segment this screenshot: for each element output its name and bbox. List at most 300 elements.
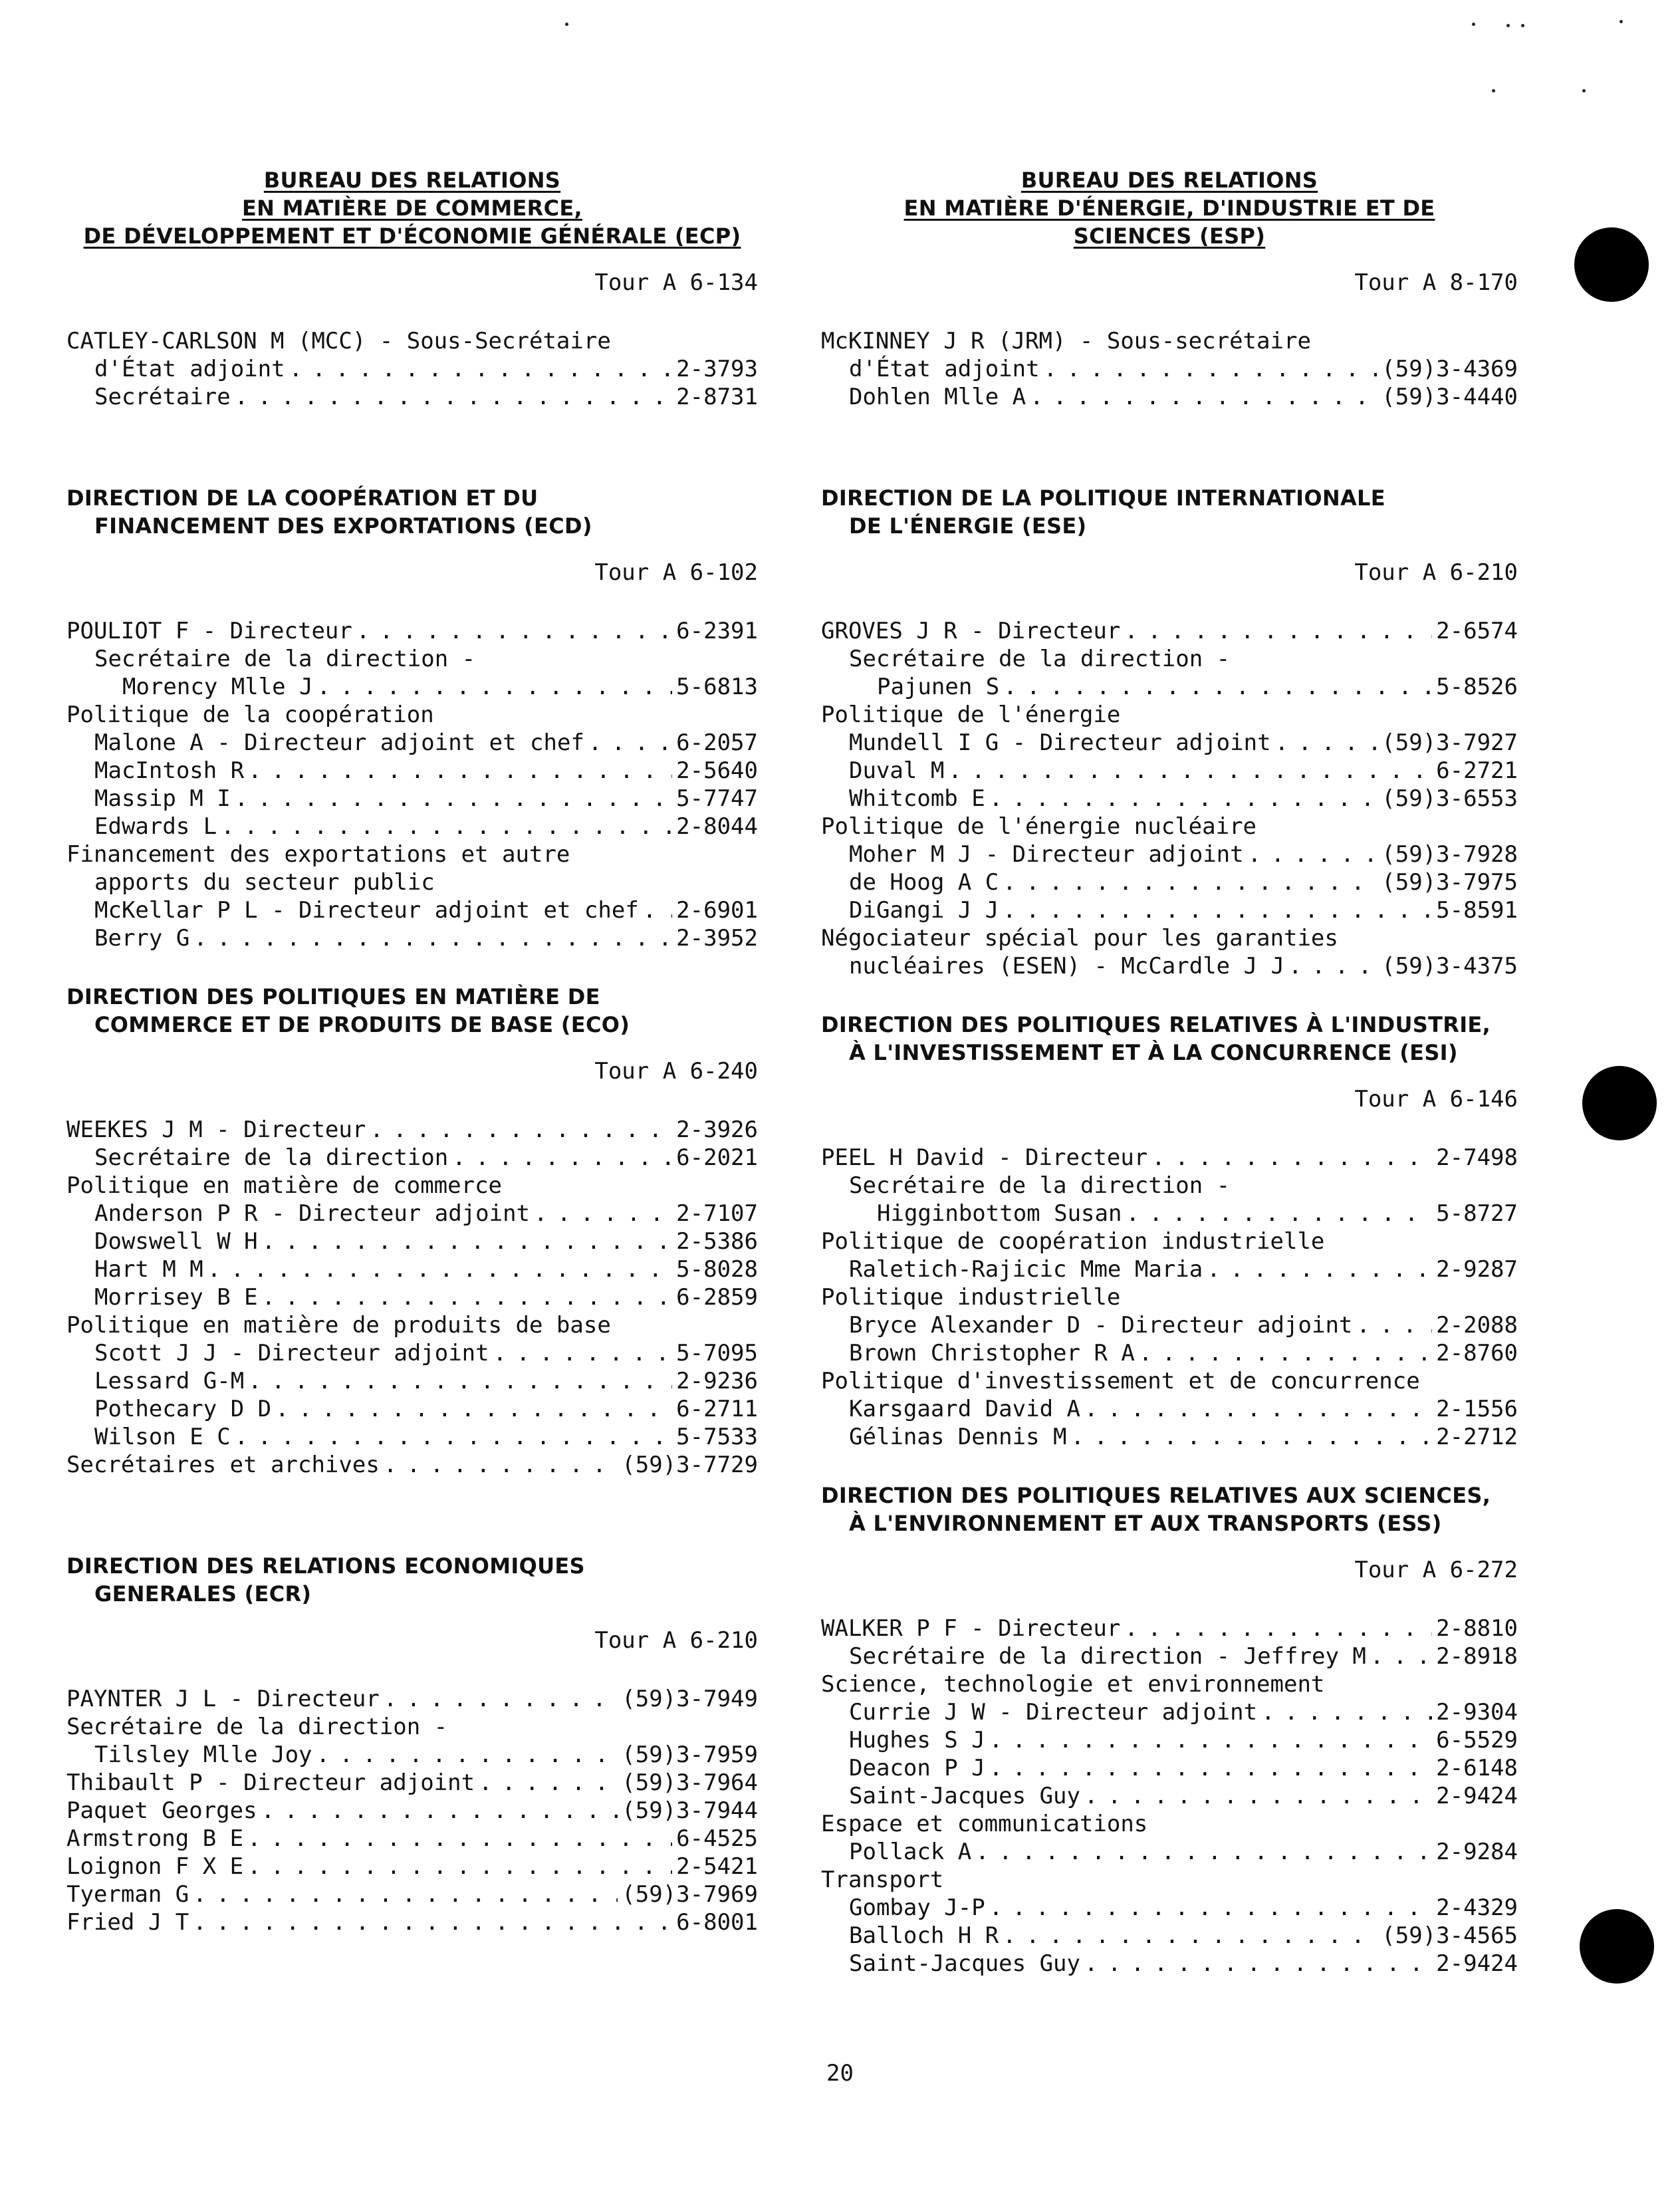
section-heading-ecr	[66, 1552, 758, 1608]
entry-phone: (59)3-7729	[622, 1452, 758, 1478]
entry-name: de Hoog A C	[849, 869, 999, 896]
entry-phone: 6-2721	[1436, 757, 1518, 784]
directory-entry	[66, 757, 758, 785]
dot-leader	[989, 1894, 1432, 1922]
entry-phone: 2-5386	[676, 1228, 758, 1255]
section-heading-eco	[66, 983, 758, 1039]
entry-phone: 5-6813	[676, 674, 758, 700]
entry-name: Fried J T	[66, 1909, 189, 1936]
entry-name: Bryce Alexander D - Directeur adjoint	[849, 1312, 1353, 1339]
dot-leader	[1003, 896, 1432, 924]
entry-name: Thibault P - Directeur adjoint	[66, 1769, 475, 1796]
dot-leader	[370, 1116, 672, 1144]
dot-leader	[1084, 1950, 1432, 1978]
entry-name: Lessard G-M	[94, 1368, 245, 1394]
directory-entry	[66, 729, 758, 757]
entry-phone: (59)3-4375	[1381, 953, 1518, 979]
entry-name: Raletich-Rajicic Mme Maria	[849, 1256, 1203, 1283]
entry-name: d'État adjoint	[849, 356, 1040, 382]
entry-subheading: Secrétaire de la direction -	[94, 646, 476, 672]
entry-name: Duval M	[849, 757, 945, 784]
entry-name: Secrétaire de la direction	[94, 1144, 449, 1171]
scan-speck	[1492, 89, 1495, 92]
section-heading-line: FINANCEMENT DES EXPORTATIONS (ECD)	[94, 513, 592, 539]
directory-entry	[66, 673, 758, 701]
entry-name: Gombay J-P	[849, 1894, 985, 1921]
section-heading-line: DE L'ÉNERGIE (ESE)	[849, 513, 1087, 539]
entry-subheading: apports du secteur public	[94, 869, 435, 896]
dot-leader	[1030, 383, 1378, 411]
section-tour-esi: Tour A 6-146	[1354, 1086, 1518, 1112]
left-bureau-title-line: EN MATIÈRE DE COMMERCE,	[242, 195, 582, 221]
entry-name: Secrétaires et archives	[66, 1452, 380, 1478]
entry-name: GROVES J R - Directeur	[821, 618, 1121, 644]
directory-entry	[821, 1894, 1518, 1922]
left-bureau-title-line: DE DÉVELOPPEMENT ET D'ÉCONOMIE GÉNÉRALE (ECP)	[83, 223, 741, 249]
section-heading-line: DIRECTION DES POLITIQUES EN MATIÈRE DE	[66, 984, 600, 1009]
entry-phone: 2-3926	[676, 1116, 758, 1143]
directory-entry	[821, 1395, 1518, 1423]
dot-leader	[262, 1283, 673, 1311]
entry-phone: (59)3-7964	[622, 1769, 758, 1796]
section-list-eco	[66, 1116, 758, 1479]
entry-subheading: Espace et communications	[821, 1811, 1148, 1837]
entry-phone: 5-8727	[1436, 1200, 1518, 1227]
entry-phone: 2-4329	[1436, 1894, 1518, 1921]
dot-leader	[1044, 355, 1378, 383]
entry-phone: (59)3-6553	[1381, 785, 1518, 812]
entry-name: Gélinas Dennis M	[849, 1424, 1067, 1450]
entry-name: Secrétaire	[94, 384, 231, 410]
dot-leader	[1124, 617, 1432, 645]
dot-leader	[1124, 1615, 1432, 1642]
entry-phone: 2-9424	[1436, 1783, 1518, 1809]
directory-entry	[66, 1339, 758, 1367]
dot-leader	[384, 1685, 618, 1713]
entry-phone: 2-3952	[676, 925, 758, 952]
entry-name: Currie J W - Directeur adjoint	[849, 1699, 1258, 1726]
section-heading-line: DIRECTION DES POLITIQUES RELATIVES À L'INDUSTRIE,	[821, 1012, 1491, 1037]
directory-entry	[821, 1782, 1518, 1810]
dot-leader	[588, 729, 672, 757]
punch-hole-bottom	[1580, 1909, 1654, 1984]
entry-phone: 5-7747	[676, 785, 758, 812]
directory-entry	[821, 1838, 1518, 1866]
entry-name: Karsgaard David A	[849, 1396, 1080, 1422]
dot-leader	[1275, 729, 1378, 757]
entry-phone: 6-4525	[676, 1825, 758, 1852]
directory-entry	[66, 1283, 758, 1311]
entry-phone: 2-2088	[1436, 1312, 1518, 1339]
section-tour-ecr: Tour A 6-210	[594, 1627, 758, 1654]
scan-speck	[1620, 20, 1623, 23]
page-number: 20	[826, 2060, 854, 2087]
entry-phone: (59)3-7944	[622, 1797, 758, 1824]
scan-speck	[1506, 24, 1510, 27]
entry-name: Brown Christopher R A	[849, 1340, 1135, 1366]
entry-subheading: Politique de coopération industrielle	[821, 1228, 1325, 1255]
entry-name: Scott J J - Directeur adjoint	[94, 1340, 489, 1366]
entry-name: Whitcomb E	[849, 785, 985, 812]
directory-entry	[821, 952, 1518, 980]
dot-leader	[261, 1797, 618, 1825]
entry-name: Hughes S J	[849, 1727, 985, 1753]
entry-subheading: Politique de l'énergie	[821, 702, 1121, 728]
entry-subheading: Politique en matière de commerce	[66, 1172, 503, 1199]
entry-phone: 5-7533	[676, 1424, 758, 1450]
entry-phone: 2-6574	[1436, 618, 1518, 644]
dot-leader	[235, 1423, 672, 1451]
entry-name: PEEL H David - Directeur	[821, 1144, 1148, 1171]
directory-entry	[821, 1311, 1518, 1339]
dot-leader	[989, 785, 1378, 813]
dot-leader	[534, 1200, 672, 1228]
entry-subheading: Transport	[821, 1867, 944, 1893]
entry-phone: (59)3-7959	[622, 1742, 758, 1768]
directory-entry	[821, 1698, 1518, 1726]
directory-entry	[66, 1395, 758, 1423]
entry-phone: 2-6901	[676, 897, 758, 924]
entry-phone: 5-8591	[1436, 897, 1518, 924]
section-heading-line: À L'INVESTISSEMENT ET À LA CONCURRENCE (ESI)	[849, 1040, 1458, 1065]
directory-entry	[821, 383, 1518, 411]
directory-entry	[66, 896, 758, 924]
entry-name: Higginbottom Susan	[877, 1200, 1122, 1227]
dot-leader	[221, 813, 672, 841]
left-head-list	[66, 327, 758, 411]
entry-name: Malone A - Directeur adjoint et chef	[94, 729, 584, 756]
directory-entry	[66, 1423, 758, 1451]
entry-phone: 2-8918	[1436, 1643, 1518, 1670]
dot-leader	[948, 757, 1432, 785]
directory-entry	[821, 1950, 1518, 1978]
entry-subheading: CATLEY-CARLSON M (MCC) - Sous-Secrétaire	[66, 328, 611, 354]
entry-phone: 2-9284	[1436, 1839, 1518, 1865]
dot-leader	[1139, 1339, 1432, 1367]
directory-entry	[821, 355, 1518, 383]
directory-entry	[66, 924, 758, 952]
entry-phone: (59)3-4369	[1381, 356, 1518, 382]
entry-phone: 6-2391	[676, 618, 758, 644]
entry-name: Tyerman G	[66, 1881, 189, 1908]
entry-name: McKellar P L - Directeur adjoint et chef	[94, 897, 639, 924]
directory-entry	[821, 1642, 1518, 1670]
entry-name: Saint-Jacques Guy	[849, 1783, 1080, 1809]
entry-subheading: Financement des exportations et autre	[66, 841, 570, 868]
dot-leader	[1003, 1922, 1378, 1950]
section-heading-line: DIRECTION DE LA POLITIQUE INTERNATIONALE	[821, 485, 1385, 511]
dot-leader	[248, 757, 672, 785]
dot-leader	[989, 1726, 1432, 1754]
entry-subheading: Politique d'investissement et de concurrence	[821, 1368, 1420, 1394]
dot-leader	[193, 1908, 672, 1936]
entry-subheading: Politique de l'énergie nucléaire	[821, 813, 1257, 840]
entry-phone: 6-8001	[676, 1909, 758, 1936]
directory-entry	[66, 1741, 758, 1769]
right-bureau-title-line: SCIENCES (ESP)	[1073, 223, 1266, 249]
dot-leader	[384, 1451, 618, 1479]
dot-leader	[643, 896, 672, 924]
directory-entry	[821, 1144, 1518, 1172]
dot-leader	[207, 1255, 672, 1283]
entry-phone: 2-7107	[676, 1200, 758, 1227]
entry-phone: 6-2711	[676, 1396, 758, 1422]
entry-phone: 2-5640	[676, 757, 758, 784]
section-heading-ese	[821, 484, 1518, 540]
section-heading-ess	[821, 1482, 1518, 1537]
entry-phone: 2-9236	[676, 1368, 758, 1394]
dot-leader	[989, 1754, 1432, 1782]
right-bureau-title-line: EN MATIÈRE D'ÉNERGIE, D'INDUSTRIE ET DE	[903, 195, 1435, 221]
left-bureau-title-line: BUREAU DES RELATIONS	[263, 168, 561, 193]
dot-leader	[247, 1825, 672, 1853]
section-heading-line: DIRECTION DES RELATIONS ECONOMIQUES	[66, 1553, 585, 1579]
entry-phone: 5-8526	[1436, 674, 1518, 700]
directory-entry	[66, 1255, 758, 1283]
section-list-ess	[821, 1615, 1518, 1978]
dot-leader	[1207, 1255, 1432, 1283]
directory-entry	[66, 1908, 758, 1936]
dot-leader	[248, 1367, 672, 1395]
entry-name: Berry G	[94, 925, 190, 952]
entry-name: Paquet Georges	[66, 1797, 257, 1824]
directory-entry	[66, 1367, 758, 1395]
dot-leader	[193, 1880, 618, 1908]
section-heading-line: À L'ENVIRONNEMENT ET AUX TRANSPORTS (ESS)	[849, 1511, 1442, 1536]
entry-name: Pollack A	[849, 1839, 972, 1865]
dot-leader	[275, 1395, 672, 1423]
entry-name: Loignon F X E	[66, 1853, 244, 1880]
directory-entry	[821, 673, 1518, 701]
dot-leader	[1261, 1698, 1432, 1726]
entry-name: nucléaires (ESEN) - McCardle J J	[849, 953, 1285, 979]
right-bureau-title	[821, 166, 1518, 250]
directory-entry	[66, 813, 758, 841]
entry-name: MacIntosh R	[94, 757, 245, 784]
entry-subheading: Science, technologie et environnement	[821, 1671, 1325, 1698]
entry-name: Tilsley Mlle Joy	[94, 1742, 312, 1768]
directory-entry	[66, 1451, 758, 1479]
entry-phone: 2-8731	[676, 384, 758, 410]
entry-name: Morrisey B E	[94, 1284, 258, 1311]
dot-leader	[479, 1769, 618, 1797]
entry-phone: 2-2712	[1436, 1424, 1518, 1450]
right-head-list	[821, 327, 1518, 411]
directory-entry	[821, 1754, 1518, 1782]
right-column	[821, 166, 1518, 1978]
directory-entry	[66, 355, 758, 383]
directory-entry	[66, 1797, 758, 1825]
directory-entry	[821, 1200, 1518, 1228]
entry-subheading: Secrétaire de la direction -	[849, 1172, 1231, 1199]
right-bureau-tour: Tour A 8-170	[1354, 269, 1518, 296]
dot-leader	[1370, 1642, 1432, 1670]
entry-phone: 2-7498	[1436, 1144, 1518, 1171]
entry-subheading: Politique industrielle	[821, 1284, 1121, 1311]
directory-entry	[66, 1685, 758, 1713]
directory-entry	[66, 1200, 758, 1228]
directory-entry	[821, 896, 1518, 924]
entry-phone: (59)3-7949	[622, 1686, 758, 1712]
directory-entry	[821, 1922, 1518, 1950]
dot-leader	[356, 617, 672, 645]
entry-phone: 2-3793	[676, 356, 758, 382]
entry-name: Wilson E C	[94, 1424, 231, 1450]
entry-phone: 6-2057	[676, 729, 758, 756]
scan-speck	[1521, 24, 1524, 27]
entry-name: Massip M I	[94, 785, 231, 812]
entry-phone: (59)3-7969	[622, 1881, 758, 1908]
directory-entry	[821, 785, 1518, 813]
dot-leader	[1084, 1395, 1432, 1423]
entry-phone: 2-9424	[1436, 1950, 1518, 1977]
dot-leader	[317, 673, 673, 701]
entry-name: Dohlen Mlle A	[849, 384, 1026, 410]
right-bureau-title-line: BUREAU DES RELATIONS	[1020, 168, 1318, 193]
left-bureau-title	[66, 166, 758, 250]
entry-name: DiGangi J J	[849, 897, 999, 924]
section-heading-esi	[821, 1011, 1518, 1067]
directory-entry	[66, 1116, 758, 1144]
directory-entry	[66, 1853, 758, 1880]
directory-entry	[821, 1339, 1518, 1367]
directory-entry	[66, 785, 758, 813]
directory-entry	[821, 617, 1518, 645]
entry-phone: (59)3-7928	[1381, 841, 1518, 868]
directory-entry	[821, 868, 1518, 896]
dot-leader	[1288, 952, 1378, 980]
dot-leader	[247, 1853, 672, 1880]
entry-name: Secrétaire de la direction - Jeffrey M	[849, 1643, 1366, 1670]
entry-subheading: Secrétaire de la direction -	[849, 646, 1231, 672]
dot-leader	[1071, 1423, 1433, 1451]
punch-hole-middle	[1582, 1066, 1657, 1140]
scan-speck	[1472, 23, 1475, 26]
section-tour-ese: Tour A 6-210	[1354, 559, 1518, 586]
entry-phone: (59)3-7927	[1381, 729, 1518, 756]
section-heading-line: GENERALES (ECR)	[94, 1581, 312, 1607]
entry-phone: (59)3-4565	[1381, 1922, 1518, 1949]
entry-phone: 2-5421	[676, 1853, 758, 1880]
entry-phone: 2-9304	[1436, 1699, 1518, 1726]
entry-name: Dowswell W H	[94, 1228, 258, 1255]
section-tour-eco: Tour A 6-240	[594, 1058, 758, 1085]
directory-entry	[821, 841, 1518, 868]
dot-leader	[1126, 1200, 1432, 1228]
entry-name: d'État adjoint	[94, 356, 285, 382]
dot-leader	[1003, 868, 1378, 896]
entry-name: Anderson P R - Directeur adjoint	[94, 1200, 531, 1227]
entry-name: Moher M J - Directeur adjoint	[849, 841, 1244, 868]
directory-entry	[66, 1144, 758, 1172]
left-column	[66, 166, 758, 1936]
entry-subheading: Négociateur spécial pour les garanties	[821, 925, 1338, 952]
entry-name: Edwards L	[94, 813, 217, 840]
entry-name: Pajunen S	[877, 674, 1000, 700]
dot-leader	[1248, 841, 1378, 868]
entry-subheading: McKINNEY J R (JRM) - Sous-secrétaire	[821, 328, 1311, 354]
entry-name: WALKER P F - Directeur	[821, 1615, 1121, 1642]
entry-name: Mundell I G - Directeur adjoint	[849, 729, 1271, 756]
directory-entry	[66, 1228, 758, 1255]
entry-phone: 6-2859	[676, 1284, 758, 1311]
section-heading-ecd	[66, 484, 758, 540]
entry-phone: 6-2021	[676, 1144, 758, 1171]
entry-phone: 5-7095	[676, 1340, 758, 1366]
directory-entry	[66, 1825, 758, 1853]
section-tour-ecd: Tour A 6-102	[594, 559, 758, 586]
entry-name: PAYNTER J L - Directeur	[66, 1686, 380, 1712]
dot-leader	[1151, 1144, 1432, 1172]
dot-leader	[1003, 673, 1432, 701]
section-heading-line: DIRECTION DES POLITIQUES RELATIVES AUX SCIENCES,	[821, 1483, 1491, 1508]
entry-name: Saint-Jacques Guy	[849, 1950, 1080, 1977]
directory-entry	[66, 383, 758, 411]
entry-phone: 2-8810	[1436, 1615, 1518, 1642]
entry-name: Hart M M	[94, 1256, 203, 1283]
directory-entry	[821, 729, 1518, 757]
section-list-ecr	[66, 1685, 758, 1936]
dot-leader	[1084, 1782, 1432, 1810]
entry-phone: 6-5529	[1436, 1727, 1518, 1753]
entry-name: Balloch H R	[849, 1922, 999, 1949]
entry-name: Armstrong B E	[66, 1825, 244, 1852]
entry-name: WEEKES J M - Directeur	[66, 1116, 366, 1143]
entry-subheading: Politique de la coopération	[66, 702, 434, 728]
section-list-esi	[821, 1144, 1518, 1451]
entry-subheading: Politique en matière de produits de base	[66, 1312, 611, 1339]
dot-leader	[262, 1228, 673, 1255]
directory-entry	[821, 1423, 1518, 1451]
section-list-ese	[821, 617, 1518, 980]
directory-entry	[821, 1255, 1518, 1283]
entry-name: POULIOT F - Directeur	[66, 618, 352, 644]
scan-speck	[565, 23, 568, 26]
entry-phone: (59)3-7975	[1381, 869, 1518, 896]
dot-leader	[452, 1144, 672, 1172]
entry-subheading: Secrétaire de la direction -	[66, 1714, 448, 1740]
entry-phone: 2-8044	[676, 813, 758, 840]
entry-phone: 2-9287	[1436, 1256, 1518, 1283]
entry-name: Pothecary D D	[94, 1396, 272, 1422]
entry-phone: 2-6148	[1436, 1755, 1518, 1781]
directory-entry	[66, 1880, 758, 1908]
entry-phone: 2-8760	[1436, 1340, 1518, 1366]
directory-entry	[821, 1615, 1518, 1642]
section-heading-line: COMMERCE ET DE PRODUITS DE BASE (ECO)	[94, 1012, 630, 1037]
dot-leader	[316, 1741, 618, 1769]
directory-entry	[821, 757, 1518, 785]
dot-leader	[493, 1339, 673, 1367]
entry-phone: 5-8028	[676, 1256, 758, 1283]
entry-phone: (59)3-4440	[1381, 384, 1518, 410]
directory-entry	[821, 1726, 1518, 1754]
dot-leader	[289, 355, 673, 383]
left-bureau-tour: Tour A 6-134	[594, 269, 758, 296]
section-tour-ess: Tour A 6-272	[1354, 1557, 1518, 1583]
section-list-ecd	[66, 617, 758, 952]
dot-leader	[235, 785, 672, 813]
dot-leader	[235, 383, 672, 411]
scan-speck	[1582, 89, 1586, 92]
entry-phone: 2-1556	[1436, 1396, 1518, 1422]
dot-leader	[975, 1838, 1432, 1866]
section-heading-line: DIRECTION DE LA COOPÉRATION ET DU	[66, 485, 539, 511]
entry-name: Deacon P J	[849, 1755, 985, 1781]
dot-leader	[1356, 1311, 1432, 1339]
punch-hole-top	[1574, 227, 1649, 302]
dot-leader	[193, 924, 672, 952]
